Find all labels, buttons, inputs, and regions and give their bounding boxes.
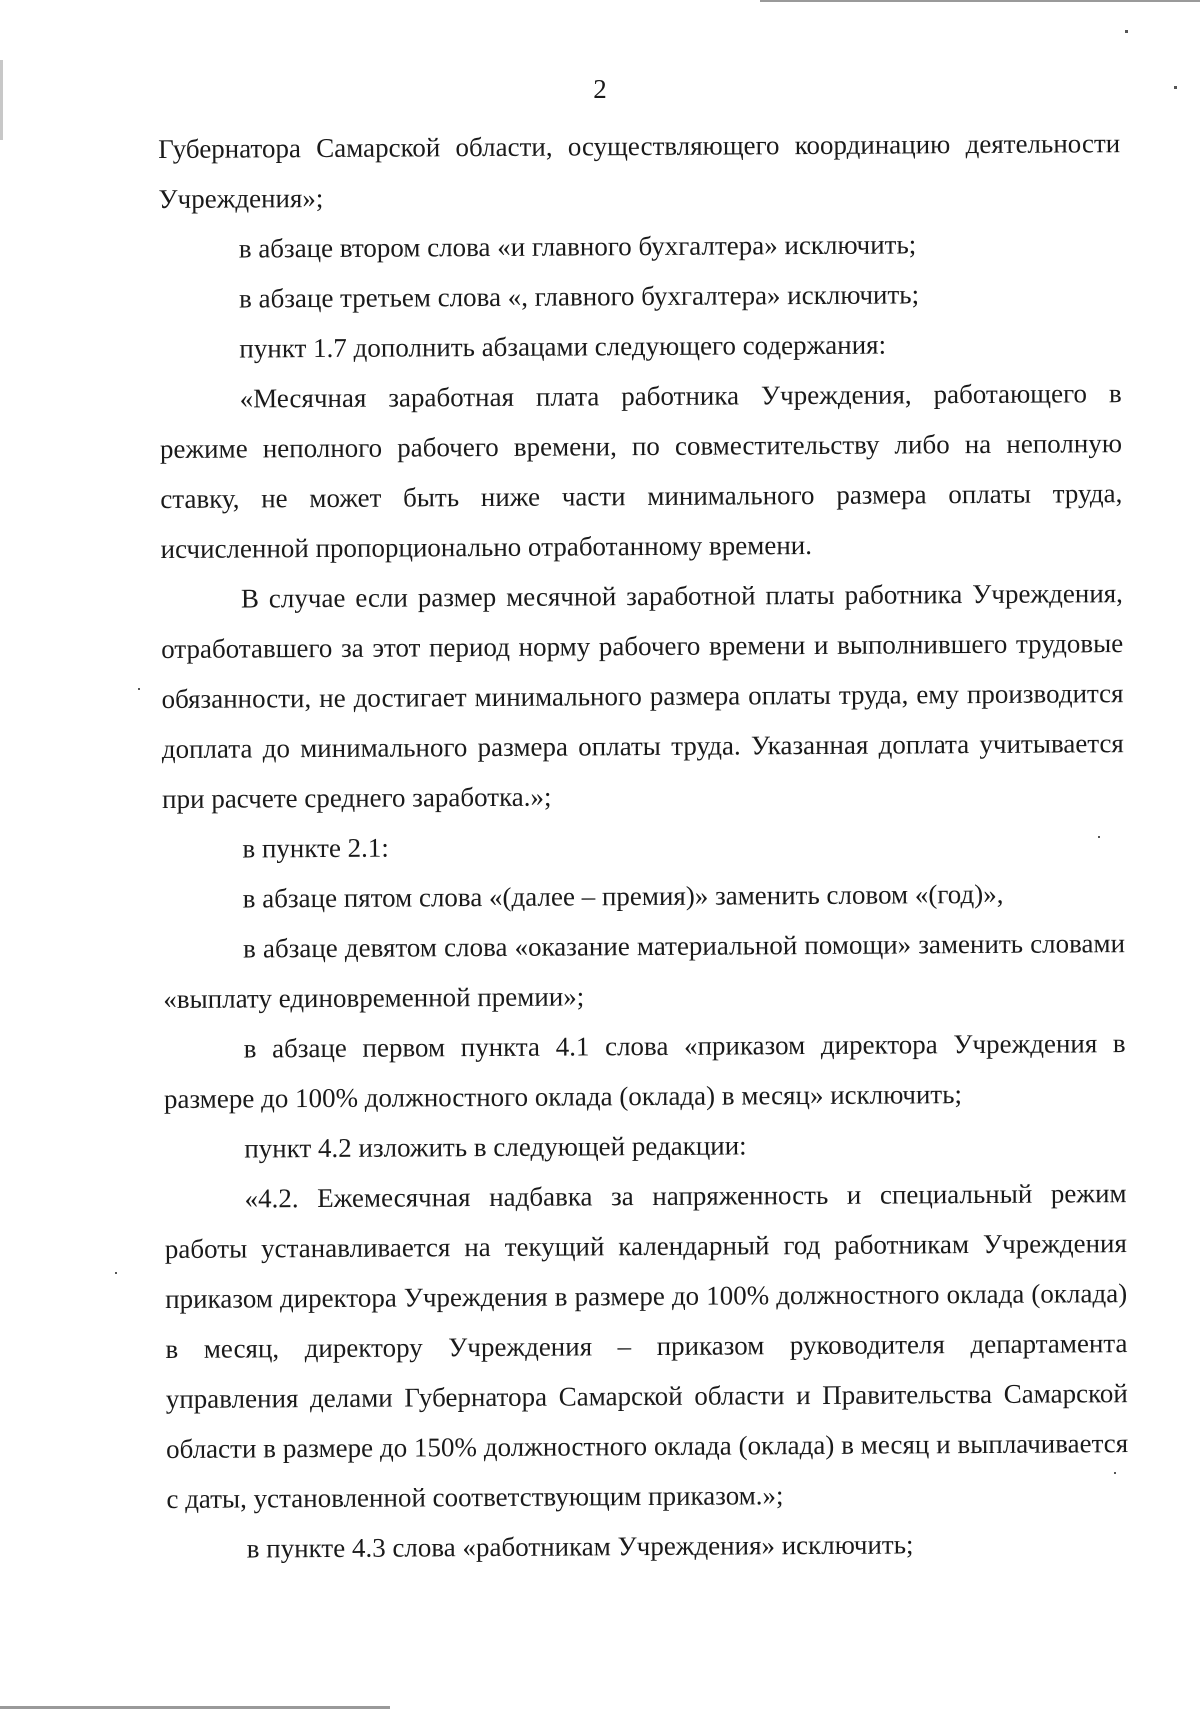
paragraph: в пункте 2.1: (242, 832, 389, 864)
paragraph: пункт 4.2 изложить в следующей редакции: (244, 1130, 747, 1164)
scan-speck (138, 688, 140, 690)
scan-speck (115, 1272, 117, 1274)
paragraph: в абзаце пятом слова «(далее – премия)» заменить словом «(год)», (242, 878, 1004, 914)
scan-edge-bottom (0, 1706, 390, 1709)
paragraph: пункт 1.7 дополнить абзацами следующего содержания: (239, 329, 887, 364)
paragraph: в абзаце третьем слова «, главного бухгалтера» исключить; (238, 279, 920, 314)
paragraph: «4.2. Ежемесячная надбавка за напряженность и специальный режим работы устанавливается на текущий календарный год работникам Учреждения приказом директора Учреждения в размере до 100% должностного оклада (оклада) в месяц, директору Учреждения – приказом руководителя департамента управления делами Губернатора Самарской области и Правительства Самарской области в размере до 150% должностного оклада (оклада) в месяц и выплачивается с даты, установленной соответствующим приказом.»; (164, 1178, 1129, 1514)
paragraph: «Месячная заработная плата работника Учреждения, работающего в режиме неполного рабочего времени, по совместительству либо на неполную ставку, не может быть ниже части минимального размера оплаты труда, исчисленной пропорционально отработанному времени. (159, 378, 1123, 564)
paragraph: Губернатора Самарской области, осуществляющего координацию деятельности Учреждения»; (158, 128, 1121, 214)
paragraph: в абзаце девятом слова «оказание материальной помощи» заменить словами «выплату единовременной премии»; (163, 928, 1126, 1014)
scan-speck (1125, 30, 1128, 33)
document-body (158, 118, 1129, 1574)
paragraph: в абзаце первом пункта 4.1 слова «приказом директора Учреждения в размере до 100% должностного оклада (оклада) в месяц» исключить; (163, 1028, 1126, 1114)
scan-edge-top (760, 0, 1200, 2)
paragraph: В случае если размер месячной заработной платы работника Учреждения, отработавшего за этот период норму рабочего времени и выполнившего трудовые обязанности, не достигает минимального размера оплаты труда, ему производится доплата до минимального размера оплаты труда. Указанная доплата учитывается при расчете среднего заработка.»; (161, 578, 1124, 814)
page-number: 2 (593, 74, 607, 104)
paragraph: в пункте 4.3 слова «работникам Учреждения» исключить; (246, 1529, 914, 1564)
paragraph: в абзаце втором слова «и главного бухгалтера» исключить; (238, 229, 917, 264)
